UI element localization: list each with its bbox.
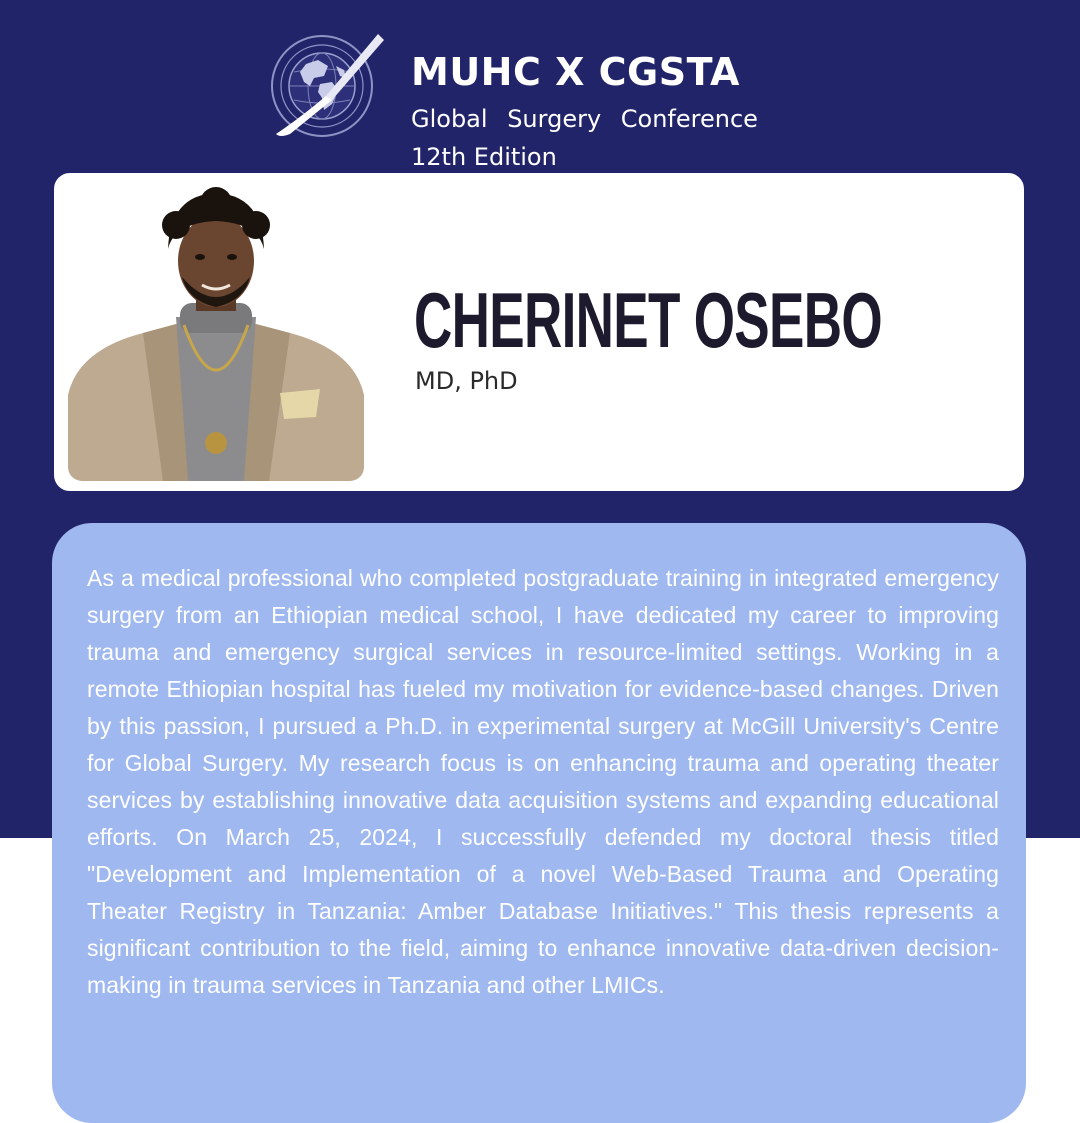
speaker-bio: As a medical professional who completed postgraduate training in integrated emergency surgery from an Ethiopian medical school, I have dedicated my career to improving trauma and emergency surgical services in resource-limited settings. Working in a remote Ethiopian hospital has fueled my motivation for evidence-based changes. Driven by this passion, I pursued a Ph.D. in experimental surgery at McGill University's Centre for Global Surgery. My research focus is on enhancing trauma and operating theater services by establishing innovative data acquisition systems and expanding educational efforts. On March 25, 2024, I successfully defended my doctoral thesis titled "Development and Implementation of a novel Web-Based Trauma and Operating Theater Registry in Tanzania: Amber Database Initiatives." This thesis represents a significant contribution to the field, aiming to enhance innovative data-driven decision-making in trauma services in Tanzania and other LMICs. xyxy=(87,565,999,998)
speaker-name: CHERINET OSEBO xyxy=(414,276,882,364)
conference-subtitle: Global Surgery Conference xyxy=(411,105,758,133)
conference-edition: 12th Edition xyxy=(411,143,557,171)
speaker-portrait xyxy=(68,185,364,481)
speaker-credentials: MD, PhD xyxy=(415,367,518,395)
conference-title: MUHC X CGSTA xyxy=(411,50,740,94)
globe-scalpel-icon xyxy=(270,26,388,144)
speaker-card xyxy=(52,171,1026,493)
conference-header xyxy=(270,26,830,171)
bio-panel xyxy=(52,523,1026,1123)
